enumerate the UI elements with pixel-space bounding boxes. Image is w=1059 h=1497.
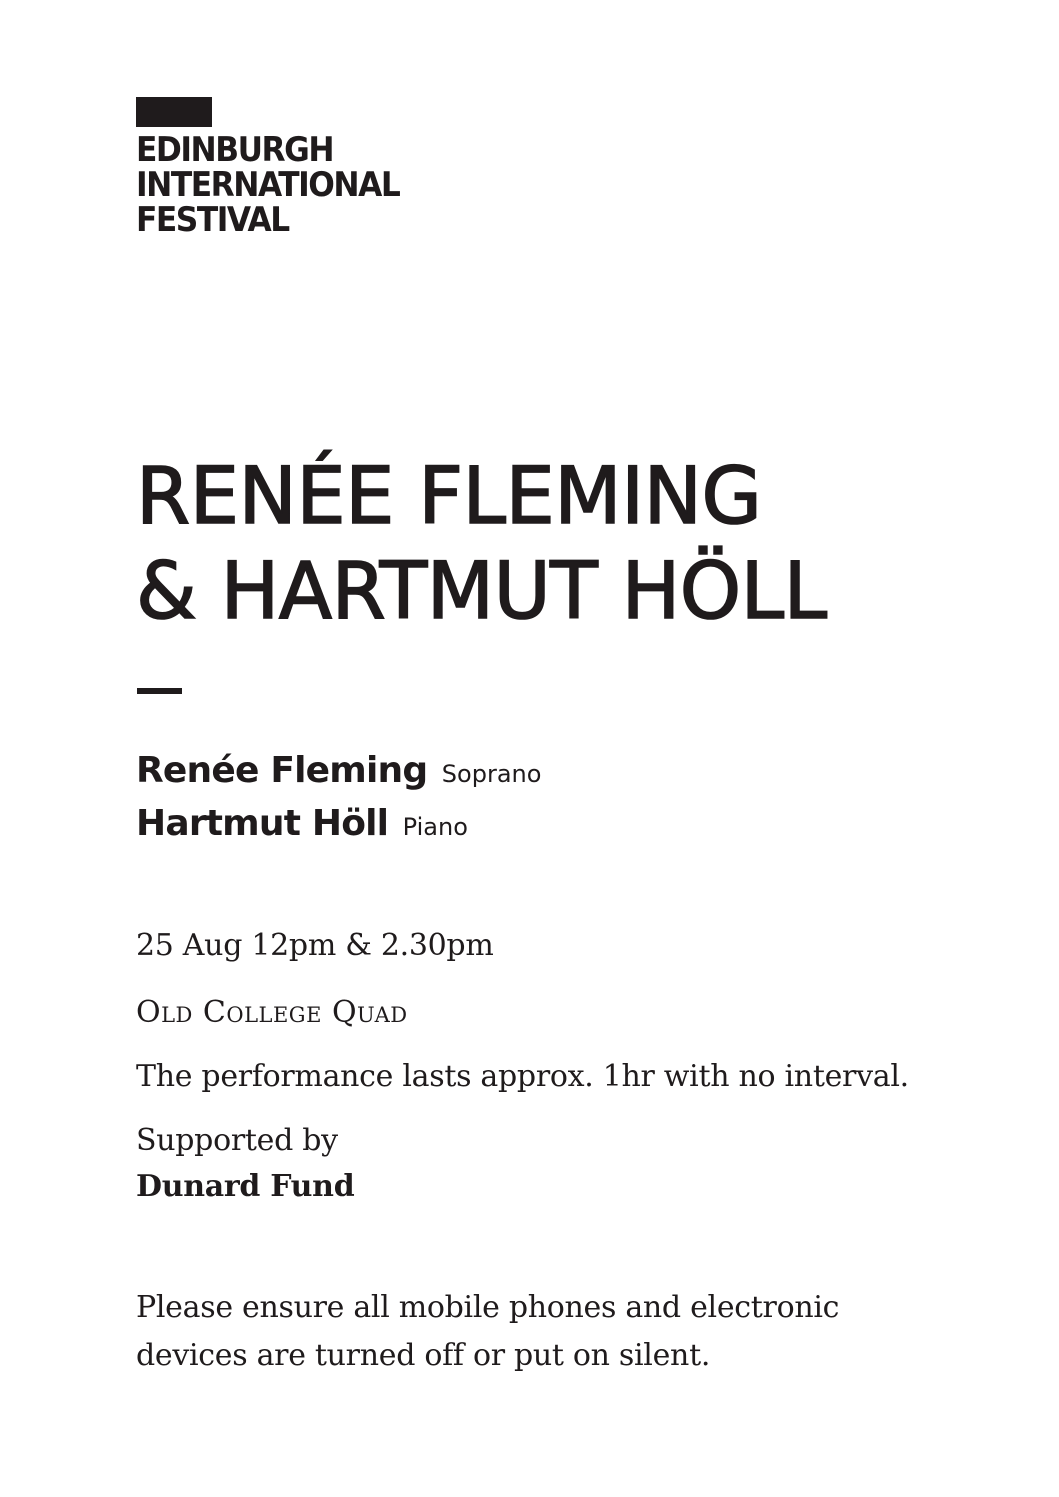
title-divider	[137, 688, 182, 694]
logo-line-2: INTERNATIONAL	[136, 165, 400, 205]
page-title	[136, 450, 827, 640]
festival-logo	[136, 97, 456, 238]
title-line-1: RENÉE FLEMING	[136, 452, 762, 542]
performer-role: Soprano	[441, 760, 542, 788]
event-date-time: 25 Aug 12pm & 2.30pm	[136, 928, 494, 963]
performer-name: Renée Fleming	[136, 750, 428, 791]
performer-soprano	[136, 750, 541, 803]
logo-bar	[136, 97, 212, 127]
event-duration: The performance lasts approx. 1hr with no interval.	[136, 1059, 909, 1094]
event-venue: Old College Quad	[136, 995, 408, 1030]
title-line-2: & HARTMUT HÖLL	[136, 547, 827, 637]
performer-list	[136, 750, 541, 856]
performer-role: Piano	[402, 813, 468, 841]
supporter-name: Dunard Fund	[136, 1169, 355, 1204]
notice-line-1: Please ensure all mobile phones and electronic	[136, 1290, 840, 1325]
performer-name: Hartmut Höll	[136, 803, 389, 844]
performer-piano	[136, 803, 541, 856]
logo-line-1: EDINBURGH	[136, 130, 334, 170]
notice-line-2: devices are turned off or put on silent.	[136, 1338, 711, 1373]
device-notice	[136, 1284, 956, 1380]
logo-line-3: FESTIVAL	[136, 200, 289, 240]
supported-by-label: Supported by	[136, 1123, 338, 1158]
